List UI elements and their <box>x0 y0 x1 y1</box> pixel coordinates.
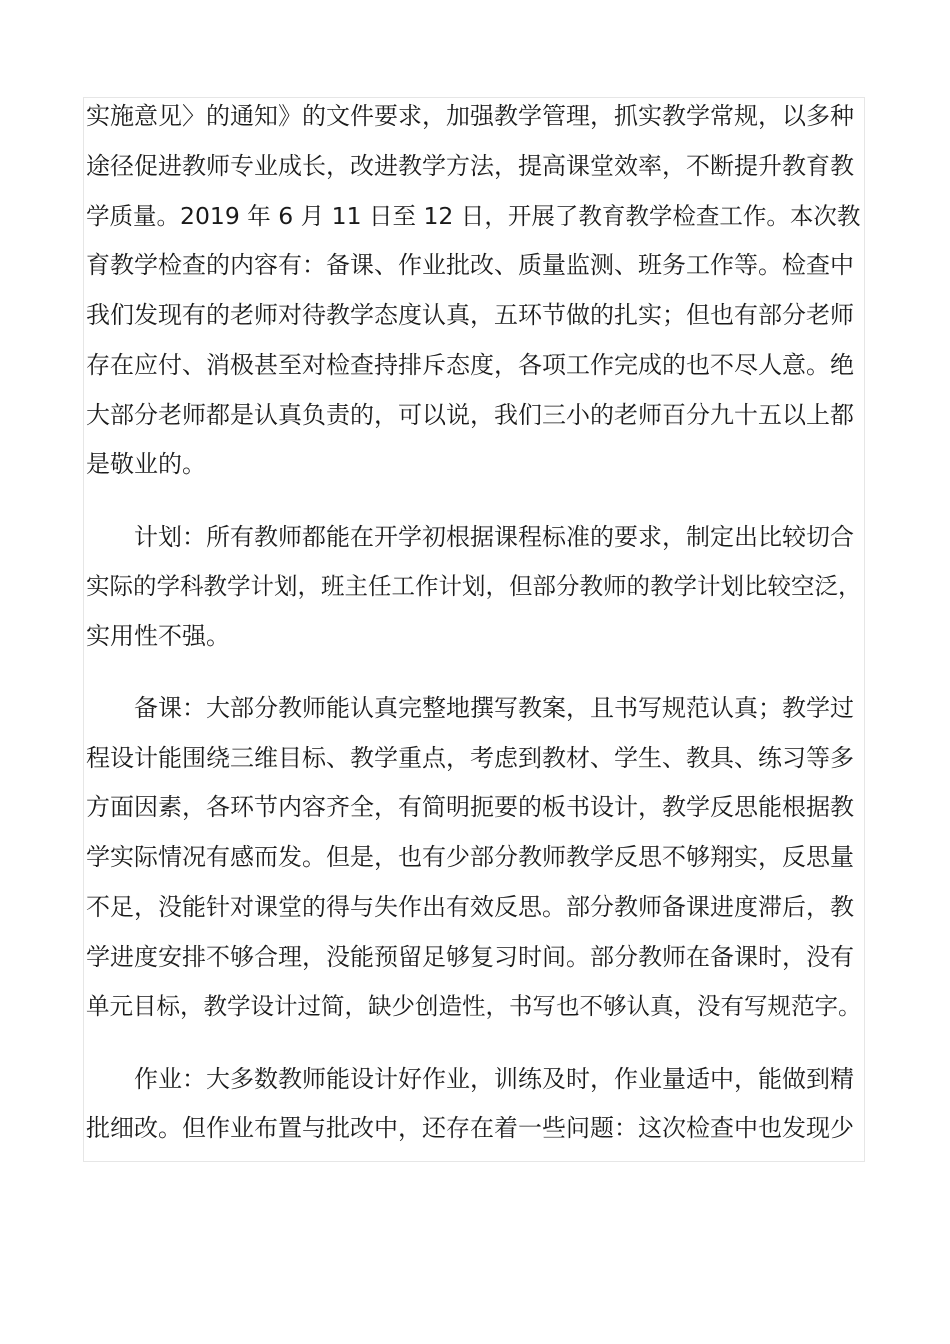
text-line: 程设计能围绕三维目标、教学重点，考虑到教材、学生、教具、练习等多 <box>86 744 854 772</box>
text-line: 计划：所有教师都能在开学初根据课程标准的要求，制定出比较切合 <box>134 523 854 551</box>
text-line: 途径促进教师专业成长，改进教学方法，提高课堂效率，不断提升教育教 <box>86 152 854 180</box>
text-line: 育教学检查的内容有：备课、作业批改、质量监测、班务工作等。检查中 <box>86 251 854 279</box>
text-line: 不足，没能针对课堂的得与失作出有效反思。部分教师备课进度滞后，教 <box>86 893 854 921</box>
text-line: 作业：大多数教师能设计好作业，训练及时，作业量适中，能做到精 <box>134 1065 854 1093</box>
text-line: 我们发现有的老师对待教学态度认真，五环节做的扎实；但也有部分老师 <box>86 301 854 329</box>
text-line: 实际的学科教学计划，班主任工作计划，但部分教师的教学计划比较空泛， <box>86 572 862 600</box>
text-line: 方面因素，各环节内容齐全，有简明扼要的板书设计，教学反思能根据教 <box>86 793 854 821</box>
document-text-frame <box>83 97 865 1162</box>
text-line: 单元目标，教学设计过简，缺少创造性，书写也不够认真，没有写规范字。 <box>86 992 862 1020</box>
text-line: 备课：大部分教师能认真完整地撰写教案，且书写规范认真；教学过 <box>134 694 854 722</box>
text-line: 存在应付、消极甚至对检查持排斥态度，各项工作完成的也不尽人意。绝 <box>86 351 854 379</box>
text-line: 实施意见〉的通知》的文件要求，加强教学管理，抓实教学常规，以多种 <box>86 102 854 130</box>
text-line: 大部分老师都是认真负责的，可以说，我们三小的老师百分九十五以上都 <box>86 401 854 429</box>
text-line: 学进度安排不够合理，没能预留足够复习时间。部分教师在备课时，没有 <box>86 943 854 971</box>
text-line: 是敬业的。 <box>86 450 206 478</box>
text-line: 学实际情况有感而发。但是，也有少部分教师教学反思不够翔实，反思量 <box>86 843 854 871</box>
text-line: 批细改。但作业布置与批改中，还存在着一些问题：这次检查中也发现少 <box>86 1114 854 1142</box>
text-line: 学质量。2019 年 6 月 11 日至 12 日，开展了教育教学检查工作。本次教 <box>86 202 861 230</box>
text-line: 实用性不强。 <box>86 622 230 650</box>
